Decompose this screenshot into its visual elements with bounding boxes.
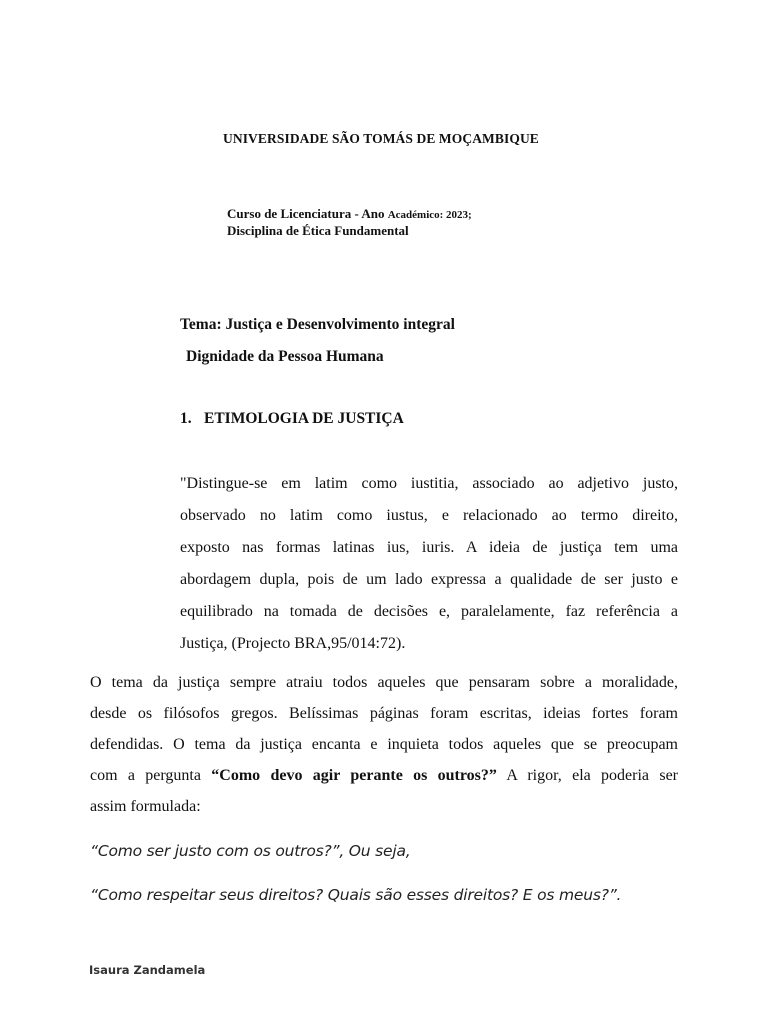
question-one: “Como ser justo com os outros?”, Ou seja, [90, 842, 411, 860]
course-line: Curso de Licenciatura - Ano Académico: 2023; [227, 206, 472, 221]
etymology-quote [180, 468, 678, 660]
university-title: UNIVERSIDADE SÃO TOMÁS DE MOÇAMBIQUE [223, 131, 539, 146]
paragraph-line: defendidas. O tema da justiça encanta e inquieta todos aqueles que se preocupam [90, 736, 678, 753]
topic-title: Tema: Justiça e Desenvolvimento integral [180, 316, 455, 333]
question-two: “Como respeitar seus direitos? Quais são esses direitos? E os meus?”. [90, 886, 622, 904]
quote-line: Justiça, (Projecto BRA,95/014:72). [180, 635, 406, 652]
paragraph-line: desde os filósofos gregos. Belíssimas páginas foram escritas, ideias fortes foram [90, 705, 678, 722]
section-heading [180, 410, 404, 428]
quote-line: exposto nas formas latinas ius, iuris. A ideia de justiça tem uma [180, 539, 678, 556]
quote-line: observado no latim como iustus, e relacionado ao termo direito, [180, 507, 678, 524]
key-question: “Como devo agir perante os outros?” [211, 767, 497, 784]
paragraph-line: com a pergunta “Como devo agir perante os outros?” A rigor, ela poderia ser [90, 767, 678, 784]
justice-paragraph [90, 667, 678, 822]
section-title: ETIMOLOGIA DE JUSTIÇA [204, 410, 404, 427]
quote-line: equilibrado na tomada de decisões e, paralelamente, faz referência a [180, 603, 678, 620]
footer-author: Isaura Zandamela [89, 963, 206, 977]
paragraph-line: assim formulada: [90, 798, 201, 815]
topic-subtitle: Dignidade da Pessoa Humana [186, 348, 384, 365]
quote-line: abordagem dupla, pois de um lado expressa a qualidade de ser justo e [180, 571, 678, 588]
discipline-line: Disciplina de Ética Fundamental [227, 223, 409, 238]
quote-line: "Distingue-se em latim como iustitia, associado ao adjetivo justo, [180, 475, 678, 492]
course-info [227, 206, 472, 239]
section-number: 1. [180, 410, 192, 427]
paragraph-line: O tema da justiça sempre atraiu todos aqueles que pensaram sobre a moralidade, [90, 674, 678, 691]
